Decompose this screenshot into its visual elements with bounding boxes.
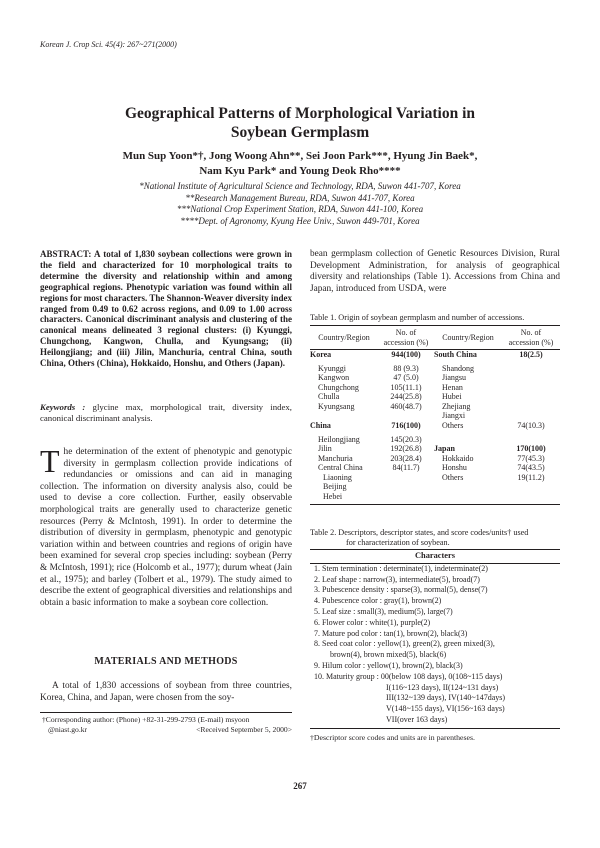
cell: Honshu bbox=[442, 463, 467, 472]
cell: Kyungsang bbox=[318, 401, 355, 411]
footnote-row bbox=[40, 725, 292, 735]
table-row bbox=[310, 444, 560, 454]
cell bbox=[502, 492, 560, 505]
drop-cap: T bbox=[40, 443, 60, 479]
cell: Japan bbox=[434, 444, 455, 453]
cell: Zhejiang bbox=[442, 401, 471, 411]
table-row bbox=[310, 383, 560, 393]
cell: Chulla bbox=[318, 392, 340, 401]
keywords-label: Keywords : bbox=[40, 402, 86, 412]
cell: Kangwon bbox=[318, 373, 350, 382]
affiliation: **Research Management Bureau, RDA, Suwon 441-707, Korea bbox=[185, 192, 415, 203]
header-accession bbox=[378, 326, 434, 350]
list-item: 10. Maturity group : 00(below 108 days), 0(108~115 days) bbox=[314, 671, 503, 681]
list-item-continued: VII(over 163 days) bbox=[386, 714, 448, 724]
caption-line: for characterization of soybean. bbox=[346, 538, 450, 547]
cell: Hebei bbox=[310, 492, 378, 505]
table2-note: †Descriptor score codes and units are in parentheses. bbox=[310, 733, 475, 742]
cell bbox=[502, 373, 560, 383]
cell: 19(11.2) bbox=[517, 472, 545, 482]
cell: 84(11.7) bbox=[392, 463, 420, 472]
table-row bbox=[310, 392, 560, 402]
caption-line: Table 2. Descriptors, descriptor states, and score codes/units† used bbox=[310, 528, 529, 537]
cell bbox=[378, 482, 434, 492]
page-number: 267 bbox=[293, 781, 307, 791]
cell: 105(11.1) bbox=[390, 382, 422, 392]
list-item: 7. Mature pod color : tan(1), brown(2), black(3) bbox=[314, 628, 468, 638]
methods-text: A total of 1,830 accessions of soybean from three countries, Korea, China, and Japan, were chosen from the soy- bbox=[40, 681, 292, 703]
table1-caption: Table 1. Origin of soybean germplasm and number of accessions. bbox=[310, 313, 525, 322]
cell: 170(100) bbox=[516, 444, 546, 453]
table-row bbox=[310, 463, 560, 473]
authors-line: Mun Sup Yoon*†, Jong Woong Ahn**, Sei Joon Park***, Hyung Jin Baek*, bbox=[122, 150, 478, 162]
list-item-continued: brown(4), brown mixed(5), black(6) bbox=[330, 650, 447, 660]
cell: 47 (5.0) bbox=[393, 373, 419, 382]
cell: Beijing bbox=[323, 482, 347, 491]
cell bbox=[502, 364, 560, 374]
table-row bbox=[310, 373, 560, 383]
list-item: 1. Stem termination : determinate(1), indeterminate(2) bbox=[314, 563, 488, 573]
list-item: 6. Flower color : white(1), purple(2) bbox=[314, 617, 431, 627]
table-row bbox=[310, 364, 560, 374]
header-no: No. of bbox=[395, 328, 417, 337]
cell bbox=[378, 411, 434, 421]
affiliations bbox=[60, 181, 540, 227]
author-list bbox=[60, 149, 540, 179]
list-item: 3. Pubescence density : sparse(3), normal(5), dense(7) bbox=[314, 585, 488, 595]
cell: Hokkaido bbox=[442, 453, 474, 463]
section-heading: MATERIALS AND METHODS bbox=[94, 656, 238, 667]
cell bbox=[378, 492, 434, 505]
table-row bbox=[310, 482, 560, 492]
table2 bbox=[310, 549, 560, 729]
intro-text: he determination of the extent of phenotypic and genotypic diversity in germplasm collection provide indications of redundancies or omissions and can aid in managing collection. The information on diversity analysis also, could be used to devise a core collection. Further, easily observable morphological traits are generally used to characterize genetic resources (Perry & McIntosh, 1991). In order to determine the distribution of diversity in germplasm, phenotypic and genotypic variation within and between countries and regions of origin have been examined for several crop species including: soybean (Perry & McIntosh, 1991); rice (Holcomb et al., 1977); durum wheat (Jain et al., 1975); and barley (Tolbert et al., 1979). The study aimed to describe the extent of geographical diversities and relationships and obtain a basic information to make a soybean core collection. bbox=[40, 447, 292, 608]
cell bbox=[378, 473, 434, 483]
cell: 74(10.3) bbox=[517, 420, 545, 430]
title-line: Geographical Patterns of Morphological Variation in bbox=[124, 105, 476, 122]
cell: 18(2.5) bbox=[519, 350, 543, 359]
list-item-continued: V(148~155 days), VI(156~163 days) bbox=[386, 704, 505, 714]
list-item: 4. Pubescence color : gray(1), brown(2) bbox=[314, 596, 442, 606]
table-row bbox=[310, 435, 560, 445]
cell: 88 (9.3) bbox=[393, 363, 419, 373]
received-date: <Received September 5, 2000> bbox=[196, 724, 292, 734]
affiliation: ****Dept. of Agronomy, Kyung Hee Univ., Suwon 449-701, Korea bbox=[180, 215, 420, 226]
cell: 74(43.5) bbox=[517, 463, 545, 472]
cell bbox=[502, 402, 560, 412]
cell: Shandong bbox=[442, 363, 474, 373]
cell: 192(26.8) bbox=[390, 444, 422, 453]
introduction bbox=[40, 443, 292, 609]
cell bbox=[502, 482, 560, 492]
header-acc: accession (%) bbox=[383, 337, 429, 347]
header-acc: accession (%) bbox=[508, 337, 554, 347]
cell bbox=[434, 435, 502, 445]
cell: 203(28.4) bbox=[390, 453, 422, 463]
table-row bbox=[310, 411, 560, 421]
keywords-text: glycine max, morphological trait, diversity index, canonical discriminant analysis. bbox=[40, 402, 292, 423]
table-row bbox=[310, 454, 560, 464]
list-item-continued: I(116~123 days), II(124~131 days) bbox=[386, 682, 499, 692]
list-item-continued: III(132~139 days), IV(140~147days) bbox=[386, 693, 506, 703]
cell: South China bbox=[434, 350, 477, 359]
table-row bbox=[310, 492, 560, 505]
header-accession-2 bbox=[502, 326, 560, 350]
cell: 944(100) bbox=[391, 350, 421, 359]
cell bbox=[434, 492, 502, 505]
cell: 460(48.7) bbox=[390, 401, 422, 411]
table1-header bbox=[310, 326, 560, 350]
cell: Hubei bbox=[442, 392, 462, 401]
authors-line: Nam Kyu Park* and Young Deok Rho**** bbox=[199, 165, 401, 177]
cell: Jiangxi bbox=[442, 411, 466, 420]
list-item: 2. Leaf shape : narrow(3), intermediate(5), broad(7) bbox=[314, 574, 480, 584]
abstract-label: ABSTRACT: bbox=[40, 249, 92, 259]
table2-bottom-rule bbox=[310, 726, 560, 729]
affiliation: ***National Crop Experiment Station, RDA, Suwon 441-100, Korea bbox=[176, 204, 424, 214]
cell: Kyunggi bbox=[318, 363, 346, 373]
table2-caption bbox=[310, 528, 560, 548]
cell bbox=[502, 435, 560, 445]
cell bbox=[434, 482, 502, 492]
table-row bbox=[310, 473, 560, 483]
header-no: No. of bbox=[520, 328, 542, 337]
cell bbox=[502, 411, 560, 421]
cell: 244(25.8) bbox=[390, 392, 422, 401]
table1-grid bbox=[310, 325, 560, 505]
table1 bbox=[310, 325, 560, 505]
cell: Korea bbox=[310, 350, 332, 359]
cell: Chungchong bbox=[318, 382, 359, 392]
table-row bbox=[310, 421, 560, 435]
cell: Central China bbox=[318, 463, 363, 472]
keywords bbox=[40, 402, 292, 424]
table-row bbox=[310, 350, 560, 364]
cell: Jiangsu bbox=[442, 373, 466, 382]
cell: Others bbox=[442, 472, 464, 482]
abstract-text: A total of 1,830 soybean collections were grown in the field and characterized for 10 morphological traits to determine the diversity and relationship within and among geographical regions. Phenotypic variation was found within all regions for most characters. The Shannon-Weaver diversity index ranged from 0.49 to 0.62 across regions, and 0.09 to 1.00 across characters. Canonical discriminant analysis and clustering of the canonical means delineated 3 regional clusters: (i) Kyunggi, Chungchong, Kangwon, Chulla, and Kyungsang; (ii) Heilongjiang; and (iii) Jilin, Manchuria, central China, south China, Others (China), Hokkaido, Honshu, and Others (Japan). bbox=[40, 249, 292, 369]
paper-title bbox=[60, 104, 540, 142]
cell: Others bbox=[442, 420, 464, 430]
cell: 716(100) bbox=[391, 420, 421, 430]
journal-citation: Korean J. Crop Sci. 45(4): 267~271(2000) bbox=[40, 40, 177, 49]
table-row bbox=[310, 402, 560, 412]
cell: 145(20.3) bbox=[390, 434, 422, 444]
list-item: 8. Seed coat color : yellow(1), green(2), green mixed(3), bbox=[314, 639, 495, 649]
footnote-divider bbox=[40, 712, 292, 713]
cell: Liaoning bbox=[323, 472, 352, 482]
table2-header: Characters bbox=[310, 549, 560, 564]
cell bbox=[502, 392, 560, 402]
affiliation: *National Institute of Agricultural Science and Technology, RDA, Suwon 441-707, Korea bbox=[139, 181, 461, 191]
cell bbox=[310, 411, 378, 421]
methods-continued: bean germplasm collection of Genetic Resources Division, Rural Development Administration, for analysis of geographical diversity and relationships (Table 1). Accessions from China and Japan, introduced from USDA, were bbox=[310, 249, 560, 294]
cell: Henan bbox=[442, 382, 463, 392]
list-item: 9. Hilum color : yellow(1), brown(2), black(3) bbox=[314, 660, 463, 670]
cell bbox=[502, 383, 560, 393]
footnote-email: @niast.go.kr bbox=[48, 724, 88, 734]
cell: 77(45.3) bbox=[517, 453, 545, 463]
abstract bbox=[40, 249, 292, 369]
cell: Jilin bbox=[318, 444, 332, 453]
cell: Heilongjiang bbox=[318, 434, 360, 444]
footnote-corresponding: †Corresponding author: (Phone) +82-31-299-2793 (E-mail) msyoon bbox=[42, 715, 250, 724]
cell: China bbox=[310, 420, 331, 430]
header-country: Country/Region bbox=[310, 326, 378, 350]
header-country-2: Country/Region bbox=[434, 326, 502, 350]
title-line: Soybean Germplasm bbox=[230, 124, 370, 141]
footnote bbox=[40, 715, 292, 734]
cell: Manchuria bbox=[318, 453, 353, 463]
list-item: 5. Leaf size : small(3), medium(5), large(7) bbox=[314, 606, 453, 616]
